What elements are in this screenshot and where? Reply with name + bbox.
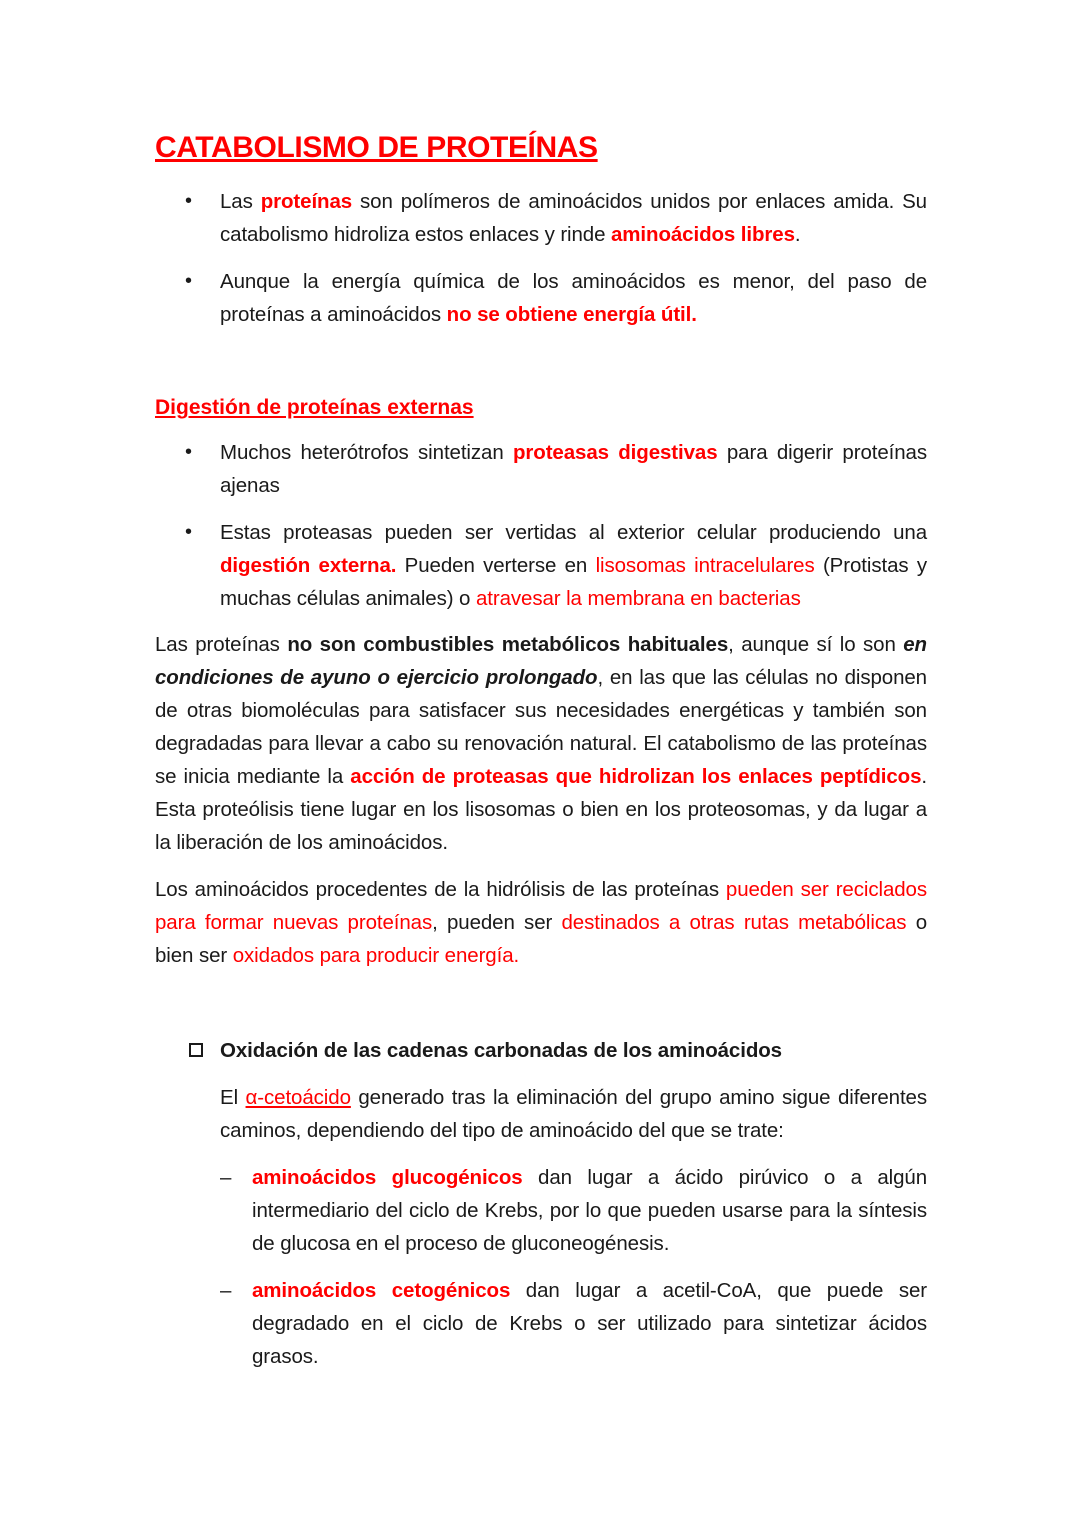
alpha-cetoacido-link[interactable]: α-cetoácido xyxy=(245,1086,351,1109)
text-span: Muchos heterótrofos sintetizan xyxy=(220,441,513,464)
highlight-text: aminoácidos cetogénicos xyxy=(252,1279,511,1302)
list-item xyxy=(155,1161,927,1260)
highlight-text: acción de proteasas que hidrolizan los enlaces peptídicos xyxy=(350,765,922,788)
text-span: dan lugar a ácido pirúvico o a algún intermediario del ciclo de Krebs, por lo que pueden usarse para la síntesis de glucosa en el proceso de gluconeogénesis. xyxy=(252,1166,927,1255)
oxidation-intro xyxy=(155,1081,927,1147)
section-heading-oxidation xyxy=(155,1034,927,1067)
red-text: lisosomas intracelulares xyxy=(595,554,815,577)
text-span: . Esta proteólisis tiene lugar en los lisosomas o bien en los proteosomas, y da lugar a la liberación de los aminoácidos. xyxy=(155,765,927,854)
list-item xyxy=(155,436,927,502)
text-span: generado tras la eliminación del grupo amino sigue diferentes caminos, dependiendo del tipo de aminoácido del que se trate: xyxy=(220,1086,927,1142)
highlight-text: no se obtiene energía útil. xyxy=(446,303,697,326)
text-span: , aunque sí lo son xyxy=(728,633,904,656)
bold-text: no son combustibles metabólicos habituales xyxy=(287,633,729,656)
text-span: El xyxy=(220,1086,246,1109)
page-title: CATABOLISMO DE PROTEÍNAS xyxy=(155,131,598,164)
red-text: pueden ser reciclados para formar nuevas proteínas xyxy=(155,878,927,934)
text-span: , pueden ser xyxy=(432,911,562,934)
bullet-icon: • xyxy=(185,441,192,463)
text-span: Los aminoácidos procedentes de la hidrólisis de las proteínas xyxy=(155,878,726,901)
text-span: Pueden verterse en xyxy=(396,554,596,577)
section-heading-digestion: Digestión de proteínas externas xyxy=(155,396,474,419)
oxidation-list xyxy=(155,1161,927,1373)
text-span: Estas proteasas pueden ser vertidas al exterior celular produciendo una xyxy=(220,521,927,544)
red-text: destinados a otras rutas metabólicas xyxy=(561,911,907,934)
text-span: Las proteínas xyxy=(155,633,288,656)
red-text: atravesar la membrana en bacterias xyxy=(475,587,801,610)
highlight-text: proteínas xyxy=(260,190,353,213)
dash-icon: – xyxy=(220,1166,232,1189)
list-item xyxy=(155,265,927,331)
bold-italic-text: en condiciones de ayuno o ejercicio prolongado xyxy=(155,633,927,689)
highlight-text: aminoácidos glucogénicos xyxy=(252,1166,523,1189)
red-text: oxidados para producir energía. xyxy=(232,944,520,967)
paragraph-combustibles xyxy=(155,628,927,859)
bullet-icon: • xyxy=(185,270,192,292)
text-span: (Protistas y muchas células animales) o xyxy=(220,554,927,610)
checkbox-square-icon xyxy=(189,1043,203,1057)
list-item xyxy=(155,516,927,615)
text-span: Las xyxy=(220,190,261,213)
text-span: , en las que las células no disponen de otras biomoléculas para satisfacer sus necesidades energéticas y también son degradadas para llevar a cabo su renovación natural. El catabolismo de las proteínas se inicia mediante la xyxy=(155,666,927,788)
highlight-text: aminoácidos libres xyxy=(611,223,795,246)
list-item xyxy=(155,1274,927,1373)
text-span: o bien ser xyxy=(155,911,927,967)
text-span: son polímeros de aminoácidos unidos por enlaces amida. Su catabolismo hidroliza estos enlaces y rinde xyxy=(220,190,927,246)
bullet-icon: • xyxy=(185,190,192,212)
highlight-text: proteasas digestivas xyxy=(512,441,718,464)
dash-icon: – xyxy=(220,1279,232,1302)
intro-bullet-list xyxy=(155,185,927,331)
bullet-icon: • xyxy=(185,521,192,543)
paragraph-aminoacidos xyxy=(155,873,927,972)
document-page xyxy=(155,128,927,1373)
text-span: . xyxy=(794,223,801,246)
digestion-bullet-list xyxy=(155,436,927,615)
text-span: dan lugar a acetil-CoA, que puede ser degradado en el ciclo de Krebs o ser utilizado para sintetizar ácidos grasos. xyxy=(252,1279,928,1368)
text-span: para digerir proteínas ajenas xyxy=(220,441,927,497)
list-item xyxy=(155,185,927,251)
text-span: Aunque la energía química de los aminoácidos es menor, del paso de proteínas a aminoácidos xyxy=(220,270,927,326)
highlight-text: digestión externa. xyxy=(220,554,397,577)
section-heading-text: Oxidación de las cadenas carbonadas de los aminoácidos xyxy=(220,1039,782,1062)
